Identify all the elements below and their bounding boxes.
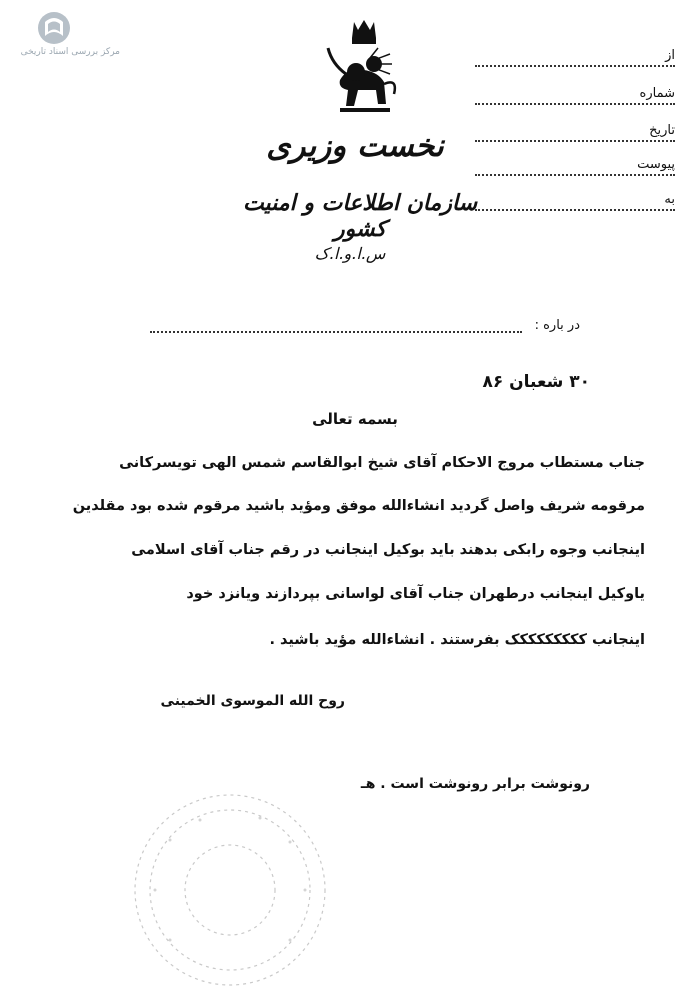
letterhead-title: نخست وزیری xyxy=(266,128,444,164)
copy-note: رونوشت برابر رونوشت است . هـ xyxy=(360,776,590,792)
watermark-text: مرکز بررسی اسناد تاریخی xyxy=(20,47,120,57)
field-label: در باره : xyxy=(534,318,580,333)
field-label: پیوست xyxy=(633,157,675,172)
field-date xyxy=(475,123,675,145)
letterhead-subtitle: سازمان اطلاعات و امنیت کشور xyxy=(242,190,478,242)
letter-date: ۳۰ شعبان ۸۶ xyxy=(482,372,590,392)
letter-line: یاوکیل اینجانب درطهران جناب آقای لواسانی بپردازند ویانزد خود xyxy=(186,586,645,602)
letter-line: اینجانب وجوه رابکی بدهند باید بوکیل اینجانب در رقم جناب آقای اسلامی xyxy=(131,542,645,558)
field-label: شماره xyxy=(636,86,675,101)
field-label: از xyxy=(661,48,675,63)
faded-circular-stamp-icon xyxy=(110,780,350,990)
signature: روح الله الموسوی الخمینی xyxy=(160,693,345,709)
lion-and-sun-emblem-icon xyxy=(318,18,410,128)
reference-code: س.ا.و.ا.ک xyxy=(314,244,386,263)
field-to xyxy=(475,192,675,214)
field-number xyxy=(475,86,675,108)
letter-line: جناب مستطاب مروج الاحکام آقای شیخ ابوالقاسم شمس الهی تویسرکانی xyxy=(119,455,645,471)
field-regarding xyxy=(150,318,580,340)
letter-line: مرقومه شریف واصل گردید انشاءالله موفق ومؤید باشید مرقوم شده بود مقلدین xyxy=(72,498,645,514)
field-label: تاریخ xyxy=(645,123,675,138)
letter-opening: بسمه تعالی xyxy=(312,410,398,428)
archive-logo-icon xyxy=(36,10,72,46)
field-from xyxy=(475,48,675,70)
dotted-line xyxy=(150,331,522,333)
dotted-line xyxy=(475,65,675,67)
dotted-line xyxy=(475,174,675,176)
dotted-line xyxy=(475,209,675,211)
dotted-line xyxy=(475,103,675,105)
letter-line: اینجانب ککککککککک بفرستند . انشاءالله مؤید باشید . xyxy=(269,632,645,648)
field-label: به xyxy=(660,192,675,207)
field-attachment xyxy=(475,157,675,179)
dotted-line xyxy=(475,140,675,142)
